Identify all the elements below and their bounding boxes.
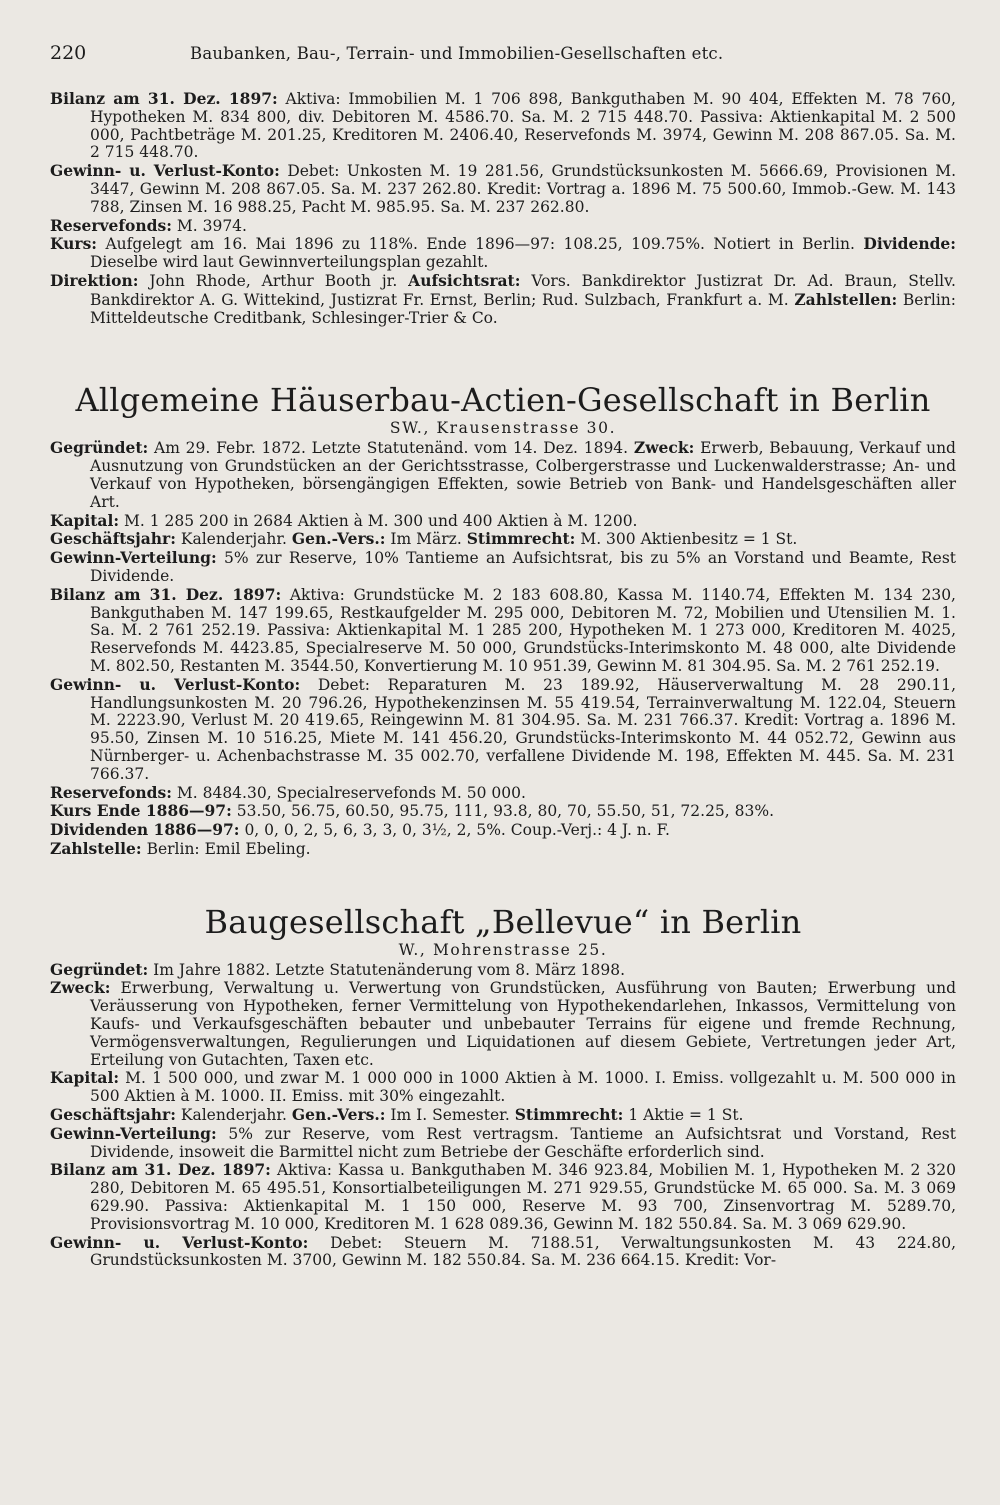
entry-text: John Rhode, Arthur Booth jr.: [149, 271, 398, 290]
company-section-1: [50, 381, 956, 858]
entry-label: Gegründet:: [50, 959, 149, 979]
entry-text: M. 300 Aktienbesitz = 1 St.: [580, 530, 798, 549]
entry-label: Gewinn- u. Verlust-Konto:: [50, 161, 280, 181]
entry-label: Stimmrecht:: [514, 1105, 624, 1125]
entry-text: Aktiva: Kassa u. Bankguthaben M. 346 923.84, Mobilien M. 1, Hypotheken M. 2 320 280, Debitoren M. 65 495.51, Konsortialbeteiligungen M. 271 929.55, Grundstücke M. 65 000. Sa. M. 3 069 629.90. Passiva: Aktienkapital M. 1 150 000, Reserve M. 93 700, Zinsenvortrag M. 5289.70, Provisionsvortrag M. 10 000, Kreditoren M. 1 628 089.36, Gewinn M. 182 550.84. Sa. M. 3 069 629.90.: [90, 1161, 956, 1233]
entry-bilanz: [50, 1161, 956, 1233]
entry-zweck: [50, 979, 956, 1069]
entry-text: Aktiva: Immobilien M. 1 706 898, Bankguthaben M. 90 404, Effekten M. 78 760, Hypotheken M. 834 800, div. Debitoren M. 4586.70. Sa. M. 2 715 448.70. Passiva: Aktienkapital M. 2 500 000, Pachtbeträge M. 201.25, Kreditoren M. 2406.40, Reservefonds M. 3974, Gewinn M. 208 867.05. Sa. M. 2 715 448.70.: [90, 90, 956, 162]
entry-label: Zahlstelle:: [50, 838, 142, 858]
entry-kurs: [50, 802, 956, 821]
company-title: Allgemeine Häuserbau-Actien-Gesellschaft in Berlin: [75, 381, 931, 420]
entry-bilanz: [50, 90, 956, 162]
entry-text: 0, 0, 0, 2, 5, 6, 3, 3, 0, 3½, 2, 5%. Coup.-Verj.: 4 J. n. F.: [244, 821, 670, 840]
entry-geschaeftsjahr: [50, 1106, 956, 1125]
entry-text: Erwerb, Bebauung, Verkauf und Ausnutzung von Grundstücken an der Gerichtsstrasse, Colbergerstrasse und Luckenwalderstrasse; An- und Verkauf von Hypotheken, börsengängigen Effekten, sowie Betrieb von Bank- und Handelsgeschäften aller Art.: [90, 439, 956, 511]
entry-label: Zweck:: [50, 978, 111, 998]
entry-kapital: [50, 512, 956, 531]
entry-label: Gewinn- u. Verlust-Konto:: [50, 674, 301, 694]
entry-gewinn-verteilung: [50, 1125, 956, 1162]
entry-label: Stimmrecht:: [466, 529, 576, 549]
entry-label: Gewinn- u. Verlust-Konto:: [50, 1232, 309, 1252]
entry-label: Bilanz am 31. Dez. 1897:: [50, 584, 282, 604]
entry-label: Gewinn-Verteilung:: [50, 548, 217, 568]
entry-text: Aufgelegt am 16. Mai 1896 zu 118%. Ende 1896—97: 108.25, 109.75%. Notiert in Berlin.: [105, 235, 855, 254]
entry-text: 1 Aktie = 1 St.: [628, 1106, 744, 1125]
entry-text: Debet: Unkosten M. 19 281.56, Grundstücksunkosten M. 5666.69, Provisionen M. 3447, Gewinn M. 208 867.05. Sa. M. 237 262.80. Kredit: Vortrag a. 1896 M. 75 500.60, Immob.-Gew. M. 143 788, Zinsen M. 16 988.25, Pacht M. 985.95. Sa. M. 237 262.80.: [90, 162, 956, 216]
entry-reservefonds: [50, 217, 956, 236]
entry-text: M. 1 285 200 in 2684 Aktien à M. 300 und 400 Aktien à M. 1200.: [124, 511, 638, 530]
entry-label: Zahlstellen:: [794, 289, 898, 309]
entry-label: Kurs Ende 1886—97:: [50, 801, 232, 821]
entry-label: Gewinn-Verteilung:: [50, 1123, 217, 1143]
entry-label: Aufsichtsrat:: [408, 270, 521, 290]
entry-text: Berlin: Emil Ebeling.: [146, 839, 311, 858]
entry-label: Geschäftsjahr:: [50, 529, 176, 549]
entry-label: Kapital:: [50, 1068, 120, 1088]
entry-label: Gegründet:: [50, 438, 149, 458]
entry-label: Geschäftsjahr:: [50, 1105, 176, 1125]
entry-direktion: [50, 272, 956, 327]
continued-section: [50, 90, 956, 327]
entry-text: Debet: Steuern M. 7188.51, Verwaltungsunkosten M. 43 224.80, Grundstücksunkosten M. 3700, Gewinn M. 182 550.84. Sa. M. 236 664.15. Kredit: Vor-: [90, 1233, 957, 1270]
entry-text: Vors. Bankdirektor Justizrat Dr. Ad. Braun, Stellv. Bankdirektor A. G. Wittekind, Justizrat Fr. Ernst, Berlin; Rud. Sulzbach, Frankfurt a. M.: [90, 271, 956, 309]
entry-bilanz: [50, 586, 956, 676]
entry-label: Kurs:: [50, 234, 98, 254]
entry-kurs: [50, 235, 956, 272]
entry-gewinn-verlust: [50, 676, 956, 784]
entry-label: Bilanz am 31. Dez. 1897:: [50, 89, 278, 108]
entry-gewinn-verlust: [50, 162, 956, 216]
entry-text: Im I. Semester.: [390, 1106, 510, 1125]
entry-text: M. 3974.: [176, 216, 247, 235]
entry-label: Gen.-Vers.:: [291, 1105, 386, 1125]
entry-zahlstelle: [50, 840, 956, 859]
entry-text: Kalenderjahr.: [180, 1106, 287, 1125]
entry-text: Aktiva: Grundstücke M. 2 183 608.80, Kassa M. 1140.74, Effekten M. 134 230, Bankguthaben M. 147 199.65, Restkaufgelder M. 295 000, Debitoren M. 72, Mobilien und Utensilien M. 1. Sa. M. 2 761 252.19. Passiva: Aktienkapital M. 1 285 200, Hypotheken M. 1 273 000, Kreditoren M. 4025, Reservefonds M. 4423.85, Specialreserve M. 50 000, Grundstücks-Interimskonto M. 48 000, alte Dividende M. 802.50, Restanten M. 3544.50, Konvertierung M. 10 951.39, Gewinn M. 81 304.95. Sa. M. 2 761 252.19.: [90, 585, 956, 675]
entry-text: M. 1 500 000, und zwar M. 1 000 000 in 1000 Aktien à M. 1000. I. Emiss. vollgezahlt u. M. 500 000 in 500 Aktien à M. 1000. II. Emiss. mit 30% eingezahlt.: [90, 1069, 956, 1106]
entry-gewinn-verlust: [50, 1234, 956, 1271]
entry-label: Zweck:: [633, 438, 695, 458]
page-number: 220: [50, 42, 87, 64]
running-title: Baubanken, Bau-, Terrain- und Immobilien-Gesellschaften etc.: [190, 44, 724, 63]
entry-reservefonds: [50, 784, 956, 803]
entry-label: Dividenden 1886—97:: [50, 820, 240, 840]
company-address: W., Mohrenstrasse 25.: [398, 940, 608, 959]
entry-text: 5% zur Reserve, vom Rest vertragsm. Tantieme an Aufsichtsrat und Vorstand, Rest Dividende, insoweit die Barmittel nicht zum Betriebe der Geschäfte erforderlich sind.: [90, 1124, 956, 1161]
entry-text: Berlin: Mitteldeutsche Creditbank, Schlesinger-Trier & Co.: [90, 290, 956, 327]
entry-text: 5% zur Reserve, 10% Tantieme an Aufsichtsrat, bis zu 5% an Vorstand und Beamte, Rest Dividende.: [90, 549, 956, 585]
page-header: [50, 42, 956, 64]
entry-geschaeftsjahr: [50, 530, 956, 549]
entry-label: Reservefonds:: [50, 215, 172, 235]
entry-dividenden: [50, 821, 956, 840]
entry-text: Debet: Reparaturen M. 23 189.92, Häuserverwaltung M. 28 290.11, Handlungsunkosten M. 20 796.26, Hypothekenzinsen M. 55 419.54, Terrainverwaltung M. 122.04, Steuern M. 2223.90, Verlust M. 20 419.65, Reingewinn M. 81 304.95. Sa. M. 231 766.37. Kredit: Vortrag a. 1896 M. 95.50, Zinsen M. 10 516.25, Miete M. 141 456.20, Grundstücks-Interimskonto M. 44 052.72, Gewinn aus Nürnberger- u. Achenbachstrasse M. 35 002.70, verfallene Dividende M. 198, Effekten M. 445. Sa. M. 231 766.37.: [90, 675, 956, 783]
entry-text: Am 29. Febr. 1872. Letzte Statutenänd. vom 14. Dez. 1894.: [154, 439, 629, 458]
company-title: Baugesellschaft „Bellevue“ in Berlin: [204, 902, 802, 941]
entry-label: Kapital:: [50, 510, 120, 530]
entry-label: Direktion:: [50, 270, 139, 290]
entry-gegruendet: [50, 439, 956, 511]
entry-label: Bilanz am 31. Dez. 1897:: [50, 1160, 271, 1180]
entry-text: Dieselbe wird laut Gewinnverteilungsplan gezahlt.: [90, 253, 489, 272]
company-address: SW., Krausenstrasse 30.: [389, 419, 617, 438]
entry-label: Gen.-Vers.:: [291, 529, 386, 549]
entry-text: Im Jahre 1882. Letzte Statutenänderung vom 8. März 1898.: [153, 960, 625, 979]
entry-label: Reservefonds:: [50, 782, 172, 802]
entry-text: Erwerbung, Verwaltung u. Verwertung von Grundstücken, Ausführung von Bauten; Erwerbung und Veräusserung von Hypotheken, ferner Vermittelung von Hypothekendarlehen, Inkassos, Vermittelung von Kaufs- und Verkaufsgeschäften bebauter und unbebauter Terrains für eigene und fremde Rechnung, Vermögensverwaltungen, Regulierungen und Liquidationen auf diesem Gebiete, Vertretungen jeder Art, Erteilung von Gutachten, Taxen etc.: [90, 979, 956, 1069]
company-section-2: [50, 903, 956, 1271]
entry-gewinn-verteilung: [50, 549, 956, 586]
entry-text: M. 8484.30, Specialreservefonds M. 50 000.: [176, 783, 526, 802]
entry-gegruendet: [50, 961, 956, 980]
entry-kapital: [50, 1069, 956, 1106]
entry-label: Dividende:: [863, 234, 957, 254]
entry-text: 53.50, 56.75, 60.50, 95.75, 111, 93.8, 80, 70, 55.50, 51, 72.25, 83%.: [236, 802, 775, 821]
entry-text: Im März.: [390, 530, 462, 549]
entry-text: Kalenderjahr.: [180, 530, 287, 549]
